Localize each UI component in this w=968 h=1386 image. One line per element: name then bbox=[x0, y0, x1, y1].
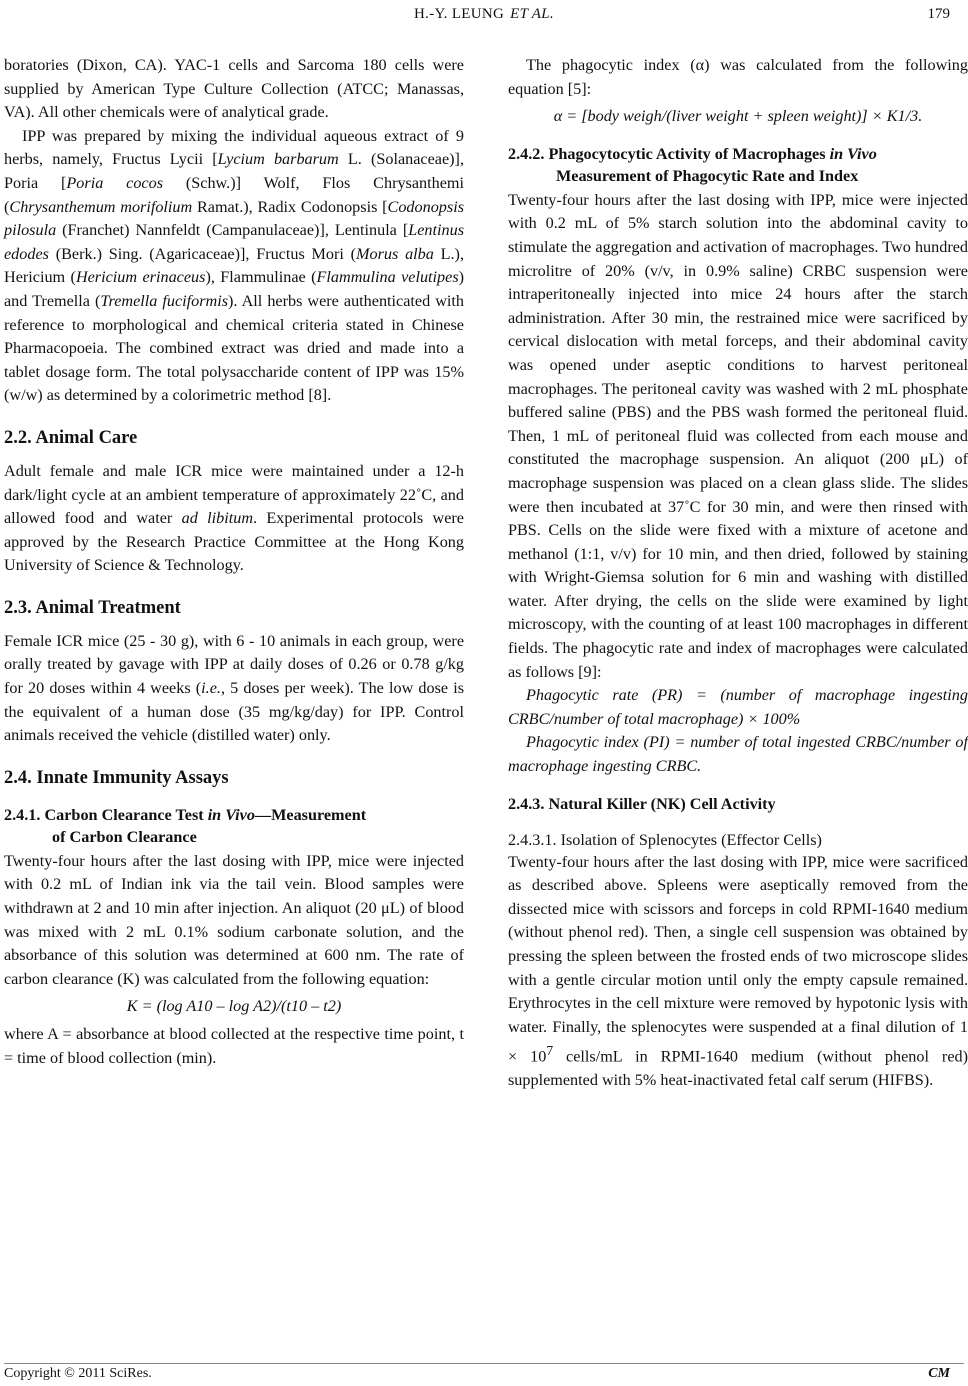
heading-phagocytic-activity: 2.4.2. Phagocytocytic Activity of Macrophages in Vivo Measurement of Phagocytic Rate and Index bbox=[508, 144, 877, 185]
paragraph-phagocytic-index: The phagocytic index (α) was calculated from the following equation [5]: bbox=[508, 56, 968, 98]
paragraph-carbon-clearance: Twenty-four hours after the last dosing with IPP, mice were injected with 0.2 mL of Indian ink via the tail vein. Blood samples were withdrawn at 2 and 10 min after injection. An aliquot (20 μL) of blood was mixed with 2 mL 0.1% sodium carbonate solution, and the absorbance of this solution was determined at 600 nm. The rate of carbon clearance (K) was calculated from the following equation: bbox=[4, 851, 464, 988]
heading-isolation-splenocytes: 2.4.3.1. Isolation of Splenocytes (Effector Cells) bbox=[508, 830, 822, 849]
ipp-text-segment: L. (Solanaceae)], Poria [ bbox=[4, 150, 464, 192]
ipp-text-segment: Hericium erinaceus bbox=[75, 268, 206, 287]
heading-animal-care: 2.2. Animal Care bbox=[4, 427, 138, 448]
left-column bbox=[4, 54, 464, 1070]
ipp-text-segment: (Franchet) Nannfeldt (Campanulaceae)], Lentinula [ bbox=[56, 221, 409, 240]
ipp-text-segment: L.), Hericium ( bbox=[4, 244, 464, 287]
ipp-text-segment: (Berk.) Sing. (Agaricaceae)], Fructus Mori ( bbox=[48, 244, 357, 263]
paragraph-phagocytic-activity: Twenty-four hours after the last dosing with IPP, mice were injected with 0.2 mL of 5% starch solution into the abdominal cavity to stimulate the aggregation and activation of macrophages. Two hundred microlitre of 20% (v/v, in 0.9% saline) CRBC suspension were intraperitoneally injected into mice 24 hours after the starch administration. After 30 min, the restrained mice were sacrificed by cervical dislocation with metal forceps, and their abdominal cavity was opened under aseptic conditions to harvest peritoneal macrophages. The peritoneal cavity was washed with 2 mL phosphate buffered saline (PBS) and the PBS wash formed the peritoneal fluid. Then, 1 mL of peritoneal fluid was collected from each mouse and constituted the macrophage suspension. An aliquot (200 μL) of macrophage suspension was placed on a clean glass slide. The slides were then incubated at 37˚C for 30 min, and were then rinsed with PBS. Cells on the slide were fixed with a mixture of acetone and methanol (1:1, v/v) for 10 min, and then dried, followed by staining with Wright-Giemsa solution for 6 min and washing with distilled water. After drying, the cells on the slide were examined by light microscopy, with the counting of at least 100 macrophages in different fields. The phagocytic rate and index of macrophages were calculated as follows [9]: bbox=[508, 190, 968, 681]
running-head bbox=[0, 6, 968, 23]
paragraph-splenocytes: Twenty-four hours after the last dosing with IPP, mice were sacrificed as described above. Spleens were aseptically removed from the dissected mice with scissors and forceps in cold RPMI-1640 medium (without phenol red). Then, a single cell suspension was obtained by pressing the spleen between the frosted ends of two microscope slides with a gentle circular motion until only the empty capsule remained. Erythrocytes in the cell mixture were removed by hypotonic lysis with water. Finally, the splenocytes were suspended at a final dilution of $1 \times 10^7$ cells/mL in RPMI-1640 medium (without phenol red) supplemented with 5% heat-inactivated fetal calf serum (HIFBS). bbox=[508, 852, 968, 1090]
right-column bbox=[508, 54, 968, 1093]
ipp-text-segment: Tremella fuciformis bbox=[100, 291, 229, 310]
footer-journal: CM bbox=[928, 1366, 950, 1381]
running-head-authors: H.-Y. LEUNG bbox=[414, 6, 505, 22]
footer-rule bbox=[4, 1363, 964, 1364]
ipp-text-segment: ), Flammulinae ( bbox=[205, 268, 317, 287]
equation-phagocytic-index-pi: Phagocytic index (PI) = number of total ingested CRBC/number of macrophage ingesting CRBC. bbox=[508, 733, 968, 776]
heading-nk-cell-activity: 2.4.3. Natural Killer (NK) Cell Activity bbox=[508, 794, 776, 813]
ipp-text-segment: Morus alba bbox=[356, 244, 434, 263]
ipp-text-segment: ) and Tremella ( bbox=[4, 268, 465, 310]
ipp-text-segment: Lentinus edodes bbox=[4, 221, 464, 263]
equation-carbon-clearance: K = (log A10 – log A2)/(t10 – t2) bbox=[126, 997, 342, 1016]
heading-animal-treatment: 2.3. Animal Treatment bbox=[4, 597, 181, 618]
running-head-et-al: ET AL. bbox=[510, 6, 554, 22]
paragraph-ipp-preparation bbox=[4, 125, 464, 408]
ipp-text-segment: Chrysanthemum morifolium bbox=[9, 197, 193, 216]
ipp-text-segment: IPP was prepared by mixing the individual aqueous extract of 9 herbs, namely, Fructus Lycii [ bbox=[4, 126, 464, 169]
ipp-text-segment: Ramat.), Radix Codonopsis [ bbox=[192, 197, 388, 216]
ipp-text-segment: Codonopsis pilosula bbox=[4, 197, 464, 240]
equation-phagocytic-rate: Phagocytic rate (PR) = (number of macrophage ingesting CRBC/number of total macrophage) × 100% bbox=[508, 686, 968, 728]
page-number: 179 bbox=[927, 6, 950, 22]
paragraph-animal-treatment: Female ICR mice (25 - 30 g), with 6 - 10 animals in each group, were orally treated by gavage with IPP at daily doses of 0.26 or 0.78 g/kg for 20 doses within 4 weeks (i.e., 5 doses per week). The low dose is the equivalent of a human dose (35 mg/kg/day) for IPP. Control animals received the vehicle (distilled water) only. bbox=[4, 631, 465, 745]
equation-phagocytic-index: α = [body weigh/(liver weight + spleen weight)] × K1/3. bbox=[553, 107, 923, 126]
ipp-text-segment: Flammulina velutipes bbox=[316, 268, 459, 287]
ipp-text-segment: ). All herbs were authenticated with reference to morphological and chemical criteria stated in Chinese Pharmacopoeia. The combined extract was dried and made into a tablet dosage form. The total polysaccharide content of IPP was 15% (w/w) as determined by a colorimetric method [8]. bbox=[4, 291, 464, 405]
ipp-text-segment: Lycium barbarum bbox=[217, 150, 339, 169]
heading-carbon-clearance: 2.4.1. Carbon Clearance Test in Vivo—Measurement of Carbon Clearance bbox=[4, 805, 367, 846]
paragraph-animal-care: Adult female and male ICR mice were maintained under a 12-h dark/light cycle at an ambient temperature of approximately 22˚C, and allowed food and water ad libitum. Experimental protocols were approved by the Research Practice Committee at the Hong Kong University of Science & Technology. bbox=[4, 461, 464, 575]
heading-innate-immunity: 2.4. Innate Immunity Assays bbox=[4, 767, 229, 788]
ipp-text-segment: (Schw.)] Wolf, Flos Chrysanthemi ( bbox=[4, 173, 464, 216]
paragraph-materials-end: boratories (Dixon, CA). YAC-1 cells and Sarcoma 180 cells were supplied by American Type Culture Collection (ATCC; Manassas, VA). All other chemicals were of analytical grade. bbox=[4, 56, 464, 122]
footer-copyright: Copyright © 2011 SciRes. bbox=[4, 1366, 152, 1381]
ipp-text-segment: Poria cocos bbox=[66, 173, 164, 192]
paragraph-equation-definitions: where A = absorbance at blood collected at the respective time point, t = time of blood collection (min). bbox=[4, 1025, 464, 1067]
